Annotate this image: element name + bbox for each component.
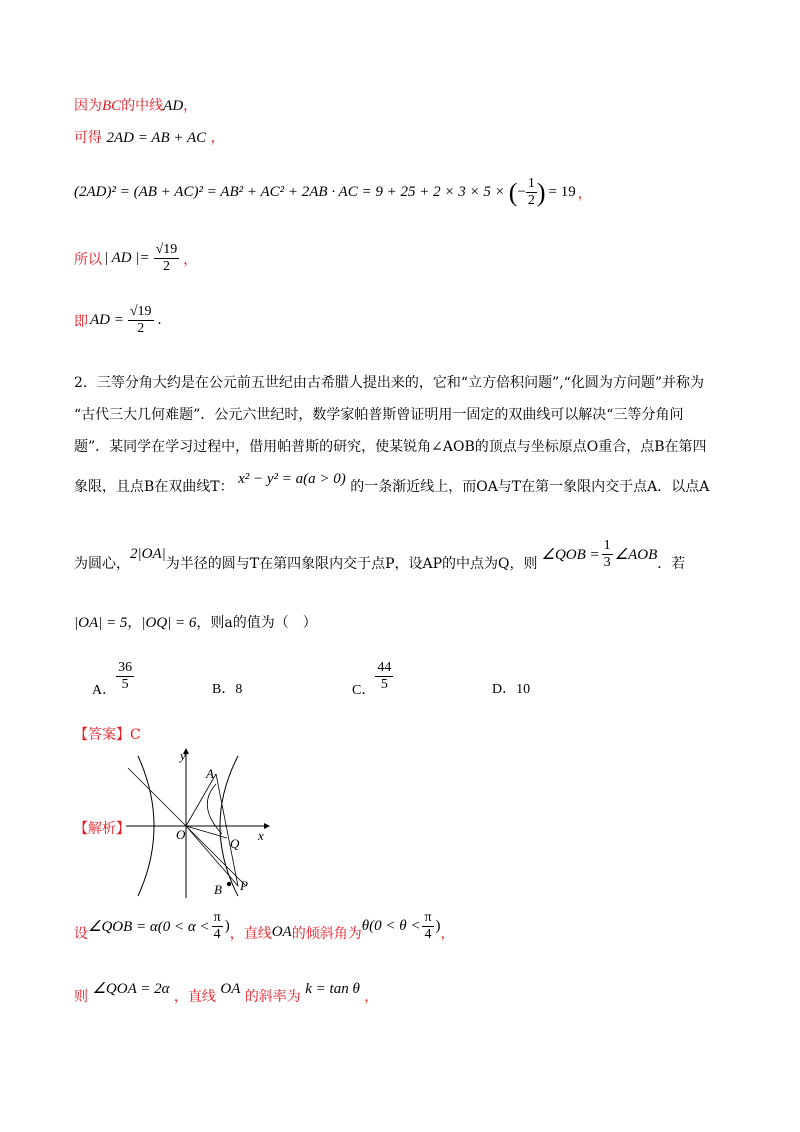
text: ．若: [657, 555, 686, 572]
fraction: $\frac{√19}{2}$: [155, 242, 178, 274]
text: ，直线: [229, 925, 272, 942]
formula: ∠QOB =: [541, 547, 600, 563]
question-line-4: [74, 471, 710, 496]
formula: = 19: [548, 184, 576, 200]
text: 则: [74, 989, 88, 1005]
text: 设: [74, 925, 88, 942]
formula: ∠AOB: [614, 547, 658, 563]
option-c[interactable]: [352, 660, 393, 698]
segment-op: [186, 826, 238, 886]
text: ，: [210, 130, 225, 146]
formula: OA: [220, 981, 241, 997]
formula: 2|OA|: [130, 546, 166, 562]
text: 即: [74, 313, 88, 330]
solution-line-3: [74, 176, 592, 209]
label-y: y: [180, 748, 186, 763]
text: 可得: [74, 130, 102, 146]
text: ，直线: [173, 989, 216, 1005]
option-a[interactable]: [92, 660, 134, 698]
solution-line-4: [74, 242, 197, 275]
formula: BC: [102, 98, 122, 114]
question-line-1: 2．三等分角大约是在公元前五世纪由古希腊人提出来的，它和“立方倍积问题”,“化圆为方问题”并称为: [74, 375, 704, 391]
option-label: A．: [92, 682, 117, 698]
text: ，: [440, 925, 455, 942]
formula: |OQ| = 6: [141, 615, 197, 631]
text: ，: [183, 98, 198, 114]
option-b[interactable]: B．8: [212, 682, 243, 697]
formula: x² − y² = a(a > 0): [238, 471, 346, 487]
fraction: $\frac{36}{5}$: [118, 660, 133, 692]
formula: k = tan θ: [305, 981, 360, 997]
formula: ): [435, 918, 441, 934]
text: ，: [364, 989, 379, 1005]
formula: ): [224, 918, 230, 934]
segment-oa: [186, 774, 216, 826]
label-p: P: [240, 878, 248, 893]
fraction: $\frac{1}{2}$: [527, 176, 535, 208]
text: ，: [127, 615, 142, 631]
text: 象限，且点B在双曲线T：: [74, 479, 234, 495]
text: 为半径的圆与T在第四象限内交于点P，设AP的中点为Q，则: [165, 555, 538, 572]
label-o: O: [176, 827, 186, 842]
question-line-5: [74, 538, 686, 579]
point-b: [227, 882, 231, 886]
text: 因为: [74, 98, 102, 114]
text: 为圆心，: [74, 555, 130, 572]
analysis-label: 【解析】: [74, 821, 130, 837]
hyperbola-figure: [126, 744, 276, 900]
label-x: x: [258, 828, 264, 843]
formula: ∠QOB = α(0 < α <: [88, 919, 210, 935]
text: 的斜率为: [244, 989, 301, 1005]
formula: OA: [271, 924, 292, 940]
text: 的一条渐近线上，而OA与T在第一象限内交于点A．以点A: [350, 479, 710, 495]
paren: (: [508, 177, 518, 207]
formula: |OA| = 5: [74, 615, 128, 631]
question-line-2: “古代三大几何难题”．公元六世纪时，数学家帕普斯曾证明用一固定的双曲线可以解决“三等分角问: [74, 407, 684, 423]
x-axis-arrow: [264, 823, 270, 829]
solution-line-1: [74, 96, 197, 116]
formula: AD =: [90, 312, 124, 328]
formula: ∠QOA = 2α: [92, 981, 170, 997]
fraction: $\frac{\pi}{4}$: [213, 910, 221, 942]
text: 的中线: [121, 98, 164, 114]
text: 的倾斜角为: [291, 925, 362, 942]
label-q: Q: [230, 836, 240, 851]
minus: −: [517, 184, 526, 200]
solution-line-5: [74, 304, 161, 337]
option-d[interactable]: D．10: [492, 682, 531, 697]
question-line-3: 题”．某同学在学习过程中，借用帕普斯的研究，使某锐角∠AOB的顶点与坐标原点O重合，点B在第四: [74, 439, 707, 455]
label-a: A: [206, 766, 214, 781]
fraction: $\frac{√19}{2}$: [129, 304, 152, 336]
text: ，: [183, 251, 198, 268]
solution-line-2: [74, 128, 225, 148]
text: ，则a的值为（ ）: [196, 615, 317, 631]
fraction: $\frac{1}{3}$: [603, 538, 611, 570]
formula: (2AD)² = (AB + AC)² = AB² + AC² + 2AB · AC = 9 + 25 + 2 × 3 × 5 ×: [74, 184, 505, 200]
fraction: $\frac{\pi}{4}$: [424, 910, 432, 942]
analysis-line-2: [74, 981, 379, 1006]
label-b: B: [214, 882, 222, 897]
text: .: [157, 312, 162, 328]
formula: 2AD = AB + AC: [106, 130, 207, 146]
formula: θ(0 < θ <: [361, 918, 421, 934]
formula: | AD |=: [104, 250, 150, 266]
analysis-line-1: [74, 910, 455, 949]
option-label: C．: [352, 682, 376, 698]
text: ，: [577, 185, 592, 202]
text: 所以: [74, 251, 102, 268]
paren: ): [536, 177, 546, 207]
answer-label: 【答案】C: [74, 727, 141, 743]
question-line-6: [74, 612, 317, 632]
fraction: $\frac{44}{5}$: [377, 660, 392, 692]
formula: AD: [163, 98, 184, 114]
